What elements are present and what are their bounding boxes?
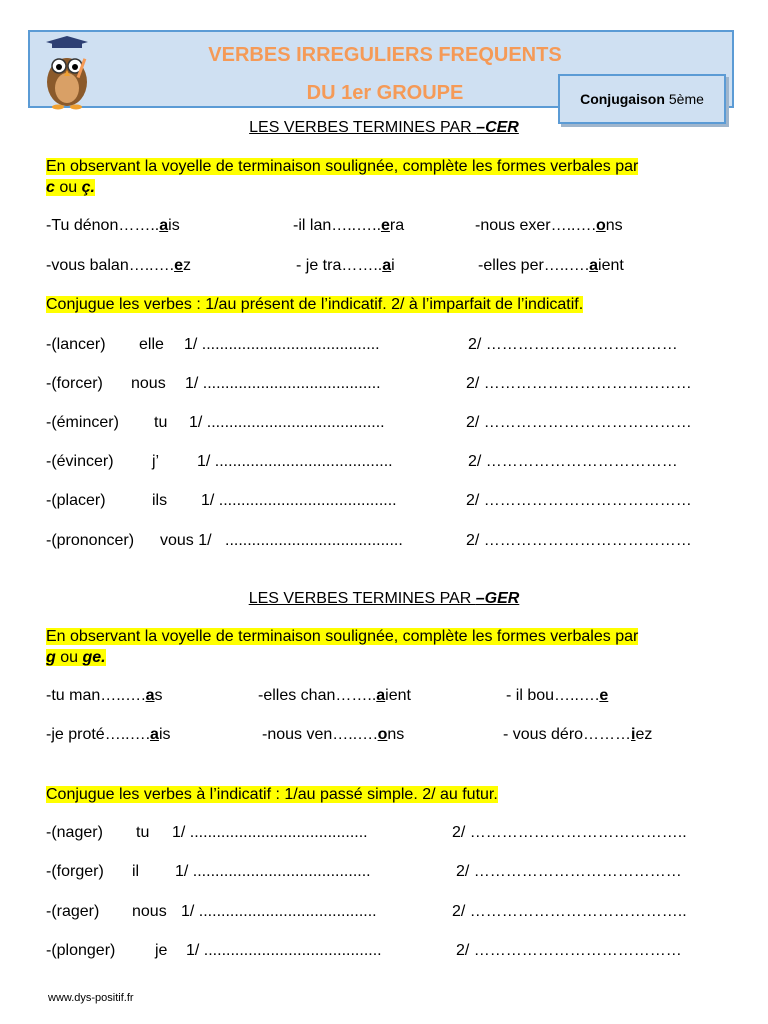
exercise-item[interactable]: -il lan…..…..era xyxy=(293,217,405,234)
pronoun-label: nous xyxy=(132,903,167,920)
exercise-item[interactable]: -vous balan…..….ez xyxy=(46,257,191,274)
pronoun-label: tu xyxy=(136,824,150,841)
exercise-item[interactable]: - je tra……..ai xyxy=(296,257,395,274)
answer-blank-2[interactable]: 2/ ………………………………….. xyxy=(452,824,687,841)
subject-badge xyxy=(558,74,726,124)
verb-label: -(forcer) xyxy=(46,375,103,392)
verb-label: -(plonger) xyxy=(46,942,116,959)
section-heading-cer: LES VERBES TERMINES PAR –CER xyxy=(249,119,519,136)
answer-blank-2[interactable]: 2/ ………………………………….. xyxy=(452,903,687,920)
answer-blank-1[interactable]: 1/ ........................................ xyxy=(175,863,371,880)
verb-label: -(nager) xyxy=(46,824,103,841)
verb-label: -(placer) xyxy=(46,492,106,509)
instruction-line: g ou ge. xyxy=(46,649,106,666)
verb-label: -(prononcer) xyxy=(46,532,135,549)
pronoun-label: j’ xyxy=(152,453,160,470)
pronoun-label: elle xyxy=(139,336,164,353)
answer-blank-1[interactable]: 1/ ........................................ xyxy=(197,453,393,470)
verb-label: -(évincer) xyxy=(46,453,114,470)
badge-level: 5ème xyxy=(668,91,704,107)
answer-blank-2[interactable]: 2/ ………………………………… xyxy=(466,492,692,509)
conjugation-instruction: Conjugue les verbes : 1/au présent de l’indicatif. 2/ à l’imparfait de l’indicatif. xyxy=(46,296,584,313)
exercise-item[interactable]: -tu man…..….as xyxy=(46,687,163,704)
pronoun-label: tu xyxy=(154,414,168,431)
answer-blank-2[interactable]: 2/ ………………………………… xyxy=(456,942,682,959)
answer-blank-1[interactable]: 1/ ........................................ xyxy=(189,414,385,431)
answer-blank-2[interactable]: 2/ ………………………………… xyxy=(466,375,692,392)
instruction-line: En observant la voyelle de terminaison soulignée, complète les formes verbales par xyxy=(46,628,639,645)
answer-blank-2[interactable]: 2/ ………………………………… xyxy=(456,863,682,880)
answer-blank-1[interactable]: 1/ ........................................ xyxy=(186,942,382,959)
owl-mascot-icon xyxy=(36,36,98,110)
answer-blank-2[interactable]: 2/ ………………………………… xyxy=(466,532,692,549)
pronoun-label: nous xyxy=(131,375,166,392)
answer-blank-1[interactable]: ........................................ xyxy=(225,532,403,549)
section-heading-ger: LES VERBES TERMINES PAR –GER xyxy=(248,590,520,607)
exercise-item[interactable]: -elles chan……..aient xyxy=(258,687,411,704)
answer-blank-1[interactable]: 1/ ........................................ xyxy=(201,492,397,509)
verb-label: -(forger) xyxy=(46,863,104,880)
page-title: VERBES IRREGULIERS FREQUENTS xyxy=(208,44,562,66)
exercise-item[interactable]: -je proté…..….ais xyxy=(46,726,171,743)
answer-blank-2[interactable]: 2/ ……………………………… xyxy=(468,336,678,353)
instruction-line: c ou ç. xyxy=(46,179,95,196)
pronoun-label: je xyxy=(155,942,168,959)
verb-label: -(émincer) xyxy=(46,414,119,431)
badge-subject: Conjugaison xyxy=(580,91,665,107)
answer-blank-1[interactable]: 1/ ........................................ xyxy=(172,824,368,841)
answer-blank-1[interactable]: 1/ ........................................ xyxy=(181,903,377,920)
instruction-line: En observant la voyelle de terminaison soulignée, complète les formes verbales par xyxy=(46,158,639,175)
answer-blank-1[interactable]: 1/ ........................................ xyxy=(184,336,380,353)
exercise-item[interactable]: - vous déro………iez xyxy=(503,726,653,743)
answer-blank-2[interactable]: 2/ ………………………………… xyxy=(466,414,692,431)
verb-label: -(rager) xyxy=(46,903,100,920)
pronoun-label: il xyxy=(132,863,140,880)
exercise-item[interactable]: -elles per…..….aient xyxy=(478,257,624,274)
answer-blank-2[interactable]: 2/ ……………………………… xyxy=(468,453,678,470)
exercise-item[interactable]: -Tu dénon……..ais xyxy=(46,217,180,234)
footer-url[interactable]: www.dys-positif.fr xyxy=(48,992,134,1004)
answer-blank-1[interactable]: 1/ ........................................ xyxy=(185,375,381,392)
pronoun-label: vous 1/ xyxy=(160,532,212,549)
page-subtitle: DU 1er GROUPE xyxy=(306,82,464,104)
pronoun-label: ils xyxy=(152,492,168,509)
exercise-item[interactable]: -nous ven…..….ons xyxy=(262,726,405,743)
exercise-item[interactable]: - il bou…..….e xyxy=(506,687,609,704)
conjugation-instruction: Conjugue les verbes à l’indicatif : 1/au passé simple. 2/ au futur. xyxy=(46,786,498,803)
verb-label: -(lancer) xyxy=(46,336,106,353)
exercise-item[interactable]: -nous exer…..….ons xyxy=(475,217,623,234)
